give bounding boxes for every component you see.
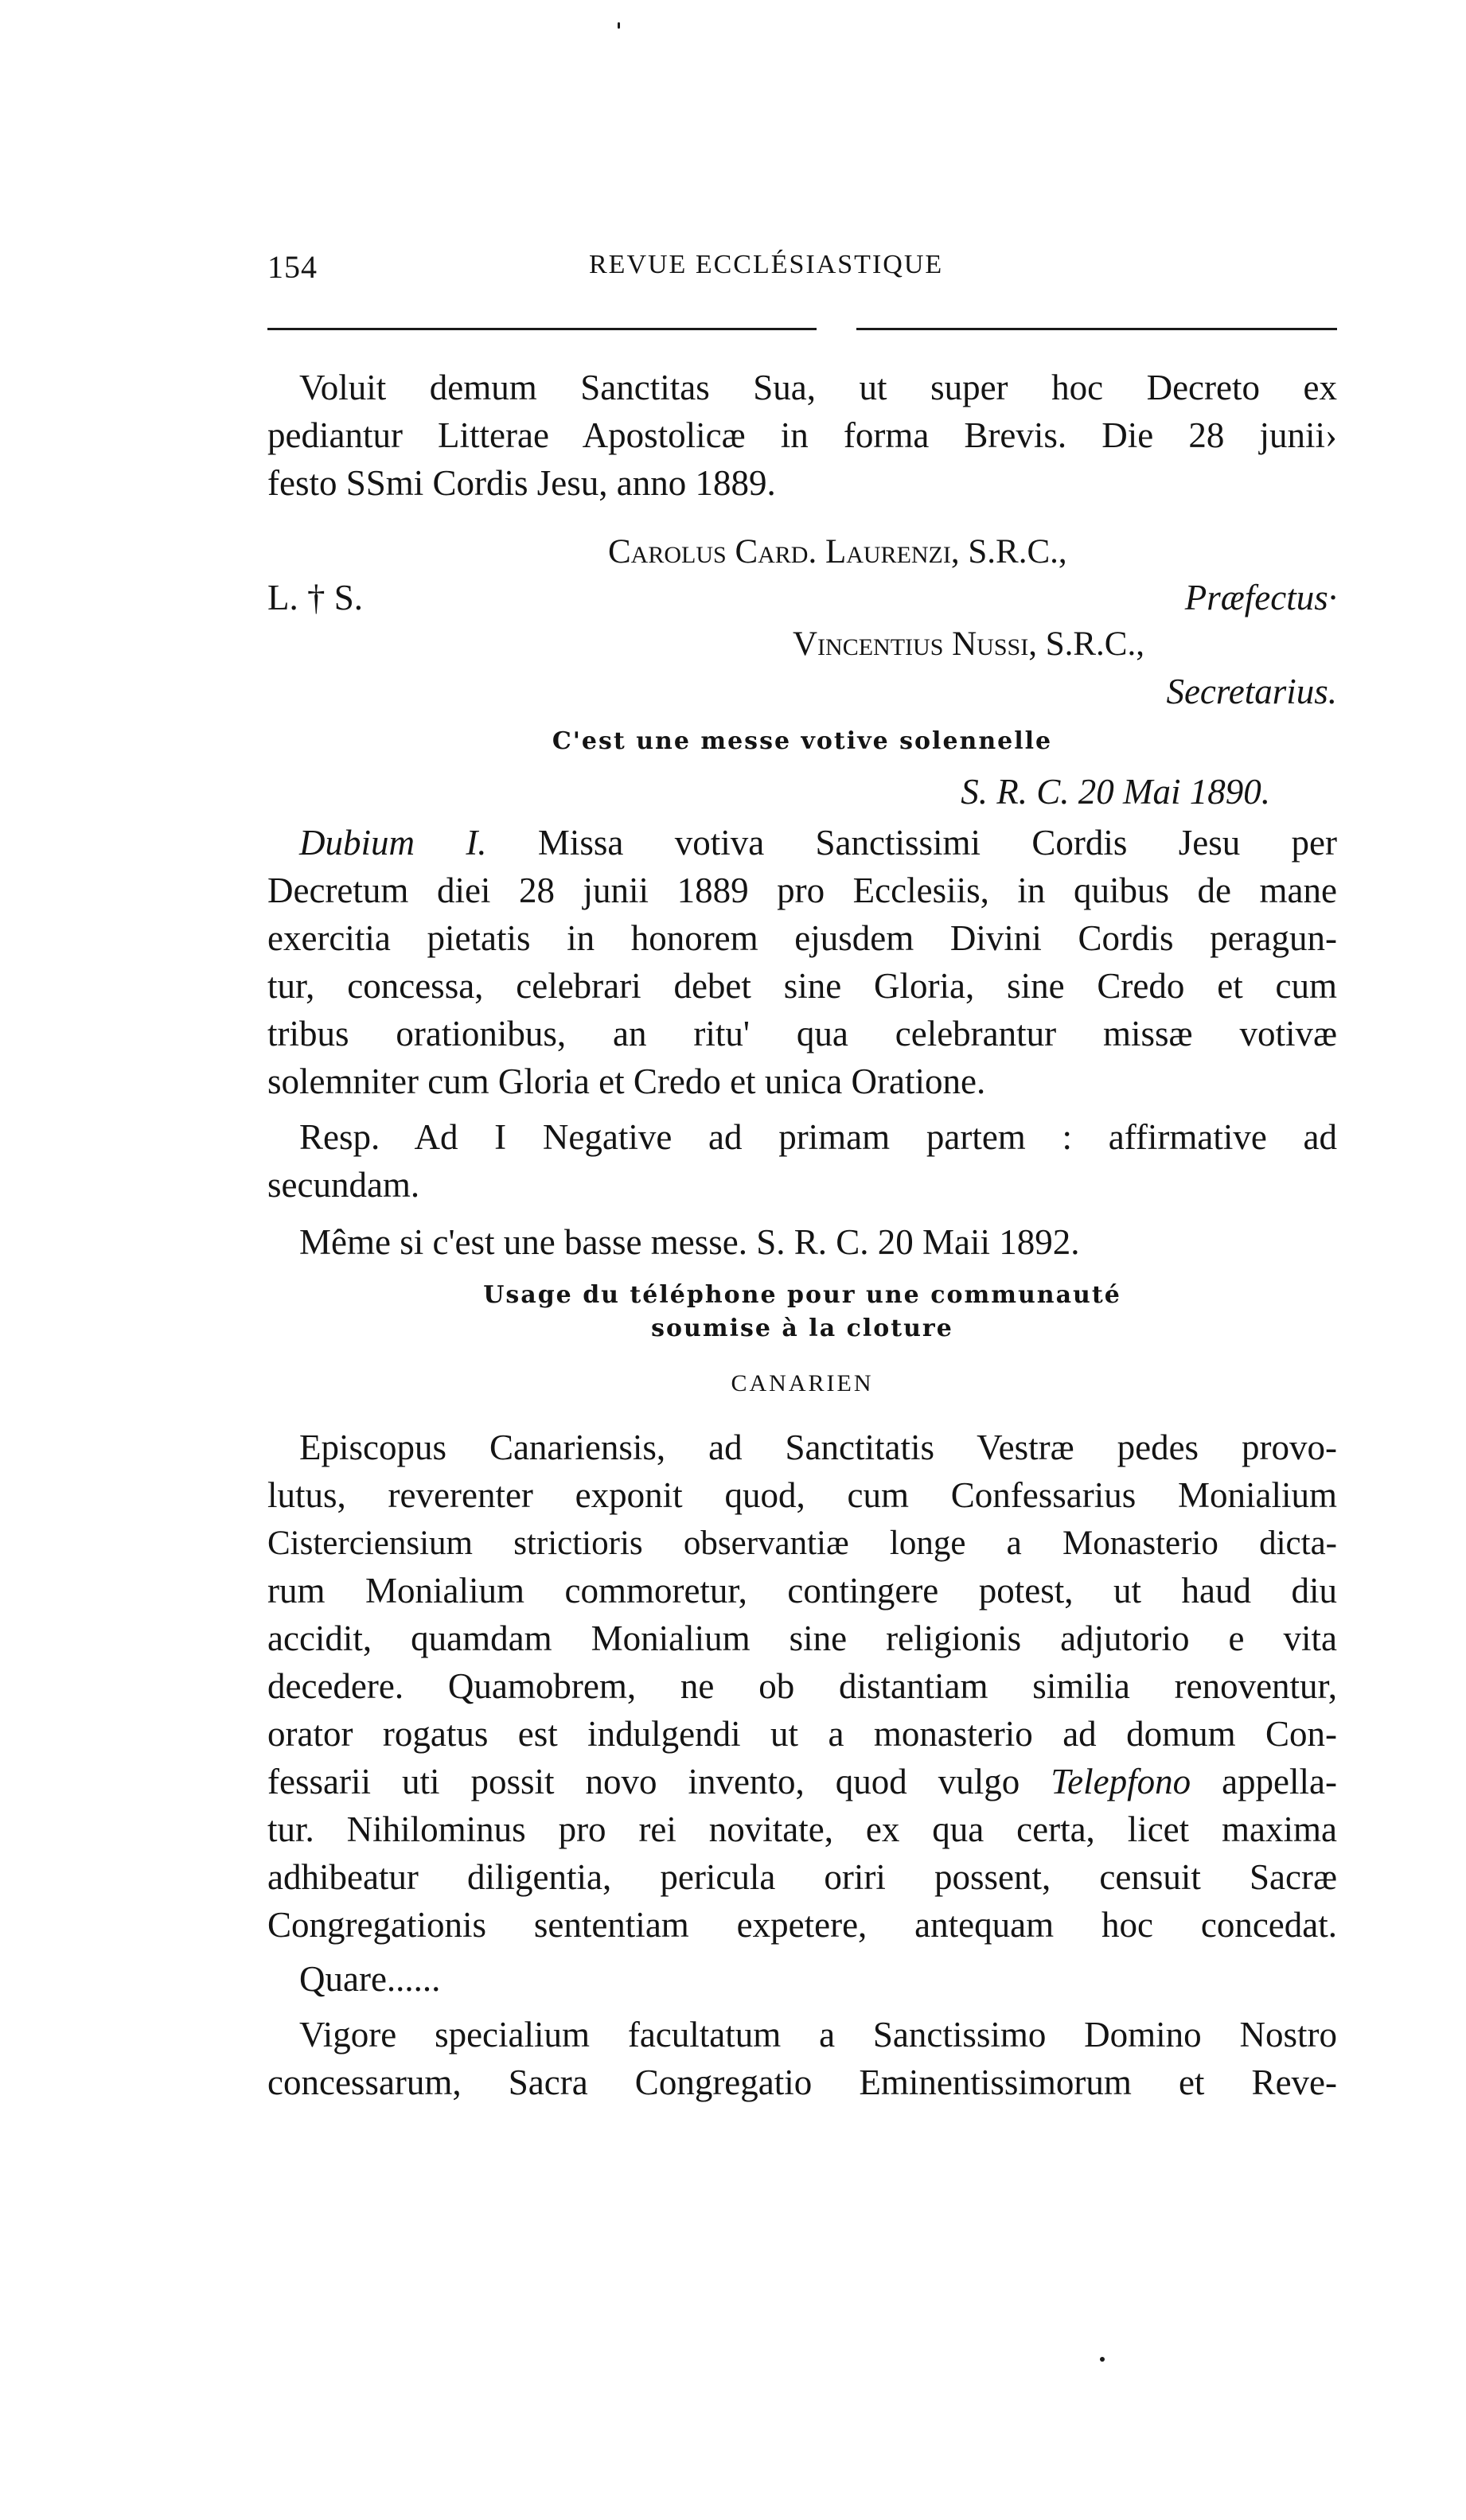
resp-line-2: secundam. xyxy=(267,1165,420,1205)
paragraph-line-1: Episcopus Canariensis, ad Sanctitatis Vestræ pedes provo- xyxy=(299,1427,1337,1467)
paragraph-line-8-end: appella- xyxy=(1222,1762,1337,1801)
resp-line-1: Resp. Ad I Negative ad primam partem : affirmative ad xyxy=(299,1117,1337,1157)
vigore-line-1: Vigore specialium facultatum a Sanctissimo Domino Nostro xyxy=(299,2015,1337,2055)
decree-line-2: pediantur Litterae Apostolicæ in forma Brevis. Die 28 junii› xyxy=(267,415,1337,455)
seal-mark: L. † S. xyxy=(267,578,364,617)
quare-line: Quare...... xyxy=(299,1959,441,1999)
vigore-line-2: concessarum, Sacra Congregatio Eminentissimorum et Reve- xyxy=(267,2062,1337,2102)
section-date: S. R. C. 20 Mai 1890. xyxy=(961,772,1270,812)
paragraph-line-5: accidit, quamdam Monialium sine religionis adjutorio e vita xyxy=(267,1618,1337,1658)
signatory-2: Vincentius Nussi, S.R.C., xyxy=(793,625,1144,663)
signatory-1-title: Præfectus· xyxy=(1184,578,1337,617)
section-heading-messe-votive: C'est une messe votive solennelle xyxy=(552,727,1053,755)
dubium-line-6: solemniter cum Gloria et Credo et unica Oratione. xyxy=(267,1061,986,1101)
paragraph-line-8-start: fessarii uti possit novo invento, quod vulgo xyxy=(267,1762,1020,1801)
messe-note: Même si c'est une basse messe. S. R. C. 20 Maii 1892. xyxy=(299,1222,1080,1262)
scan-speck xyxy=(618,22,620,29)
paragraph-line-7: orator rogatus est indulgendi ut a monasterio ad domum Con- xyxy=(267,1714,1337,1754)
dubium-line-5: tribus orationibus, an ritu' qua celebrantur missæ votivæ xyxy=(267,1014,1337,1054)
paragraph-line-6: decedere. Quamobrem, ne ob distantiam similia renoventur, xyxy=(267,1666,1337,1706)
paragraph-line-10: adhibeatur diligentia, pericula oriri possent, censuit Sacræ xyxy=(267,1857,1337,1897)
page-number: 154 xyxy=(267,249,318,285)
telephone-word: Telepfono xyxy=(1051,1762,1191,1801)
dubium-line-1 xyxy=(299,820,1337,867)
decree-line-1: Voluit demum Sanctitas Sua, ut super hoc Decreto ex xyxy=(299,368,1337,407)
paragraph-line-2: lutus, reverenter exponit quod, cum Confessarius Monialium xyxy=(267,1475,1337,1515)
section-heading-telephone: Usage du téléphone pour une communauté xyxy=(483,1281,1121,1309)
header-rule-left xyxy=(267,328,817,330)
decree-line-3: festo SSmi Cordis Jesu, anno 1889. xyxy=(267,463,776,503)
paragraph-line-4: rum Monialium commoretur, contingere potest, ut haud diu xyxy=(267,1571,1337,1611)
paragraph-line-8 xyxy=(267,1759,1337,1805)
running-title: REVUE ECCLÉSIASTIQUE xyxy=(589,250,944,279)
dubium-line-2: Decretum diei 28 junii 1889 pro Ecclesiis, in quibus de mane xyxy=(267,871,1337,910)
header-rule-right xyxy=(856,328,1337,330)
paragraph-line-11: Congregationis sententiam expetere, antequam hoc concedat. xyxy=(267,1905,1337,1945)
section-subheading: CANARIEN xyxy=(731,1370,874,1396)
scan-speck xyxy=(1100,2357,1105,2362)
dubium-line-4: tur, concessa, celebrari debet sine Gloria, sine Credo et cum xyxy=(267,966,1337,1006)
page-header xyxy=(267,248,1337,288)
dubium-line-3: exercitia pietatis in honorem ejusdem Divini Cordis peragun- xyxy=(267,918,1337,958)
paragraph-line-3: Cisterciensium strictioris observantiæ longe a Monasterio dicta- xyxy=(267,1525,1337,1562)
dubium-line-1-rest: Missa votiva Sanctissimi Cordis Jesu per xyxy=(537,823,1337,863)
section-heading-telephone-2: soumise à la cloture xyxy=(651,1315,953,1342)
signatory-1: Carolus Card. Laurenzi, S.R.C., xyxy=(608,533,1067,571)
signatory-2-title: Secretarius. xyxy=(1166,672,1337,711)
dubium-label: Dubium I. xyxy=(299,823,487,863)
paragraph-line-9: tur. Nihilominus pro rei novitate, ex qua certa, licet maxima xyxy=(267,1809,1337,1849)
